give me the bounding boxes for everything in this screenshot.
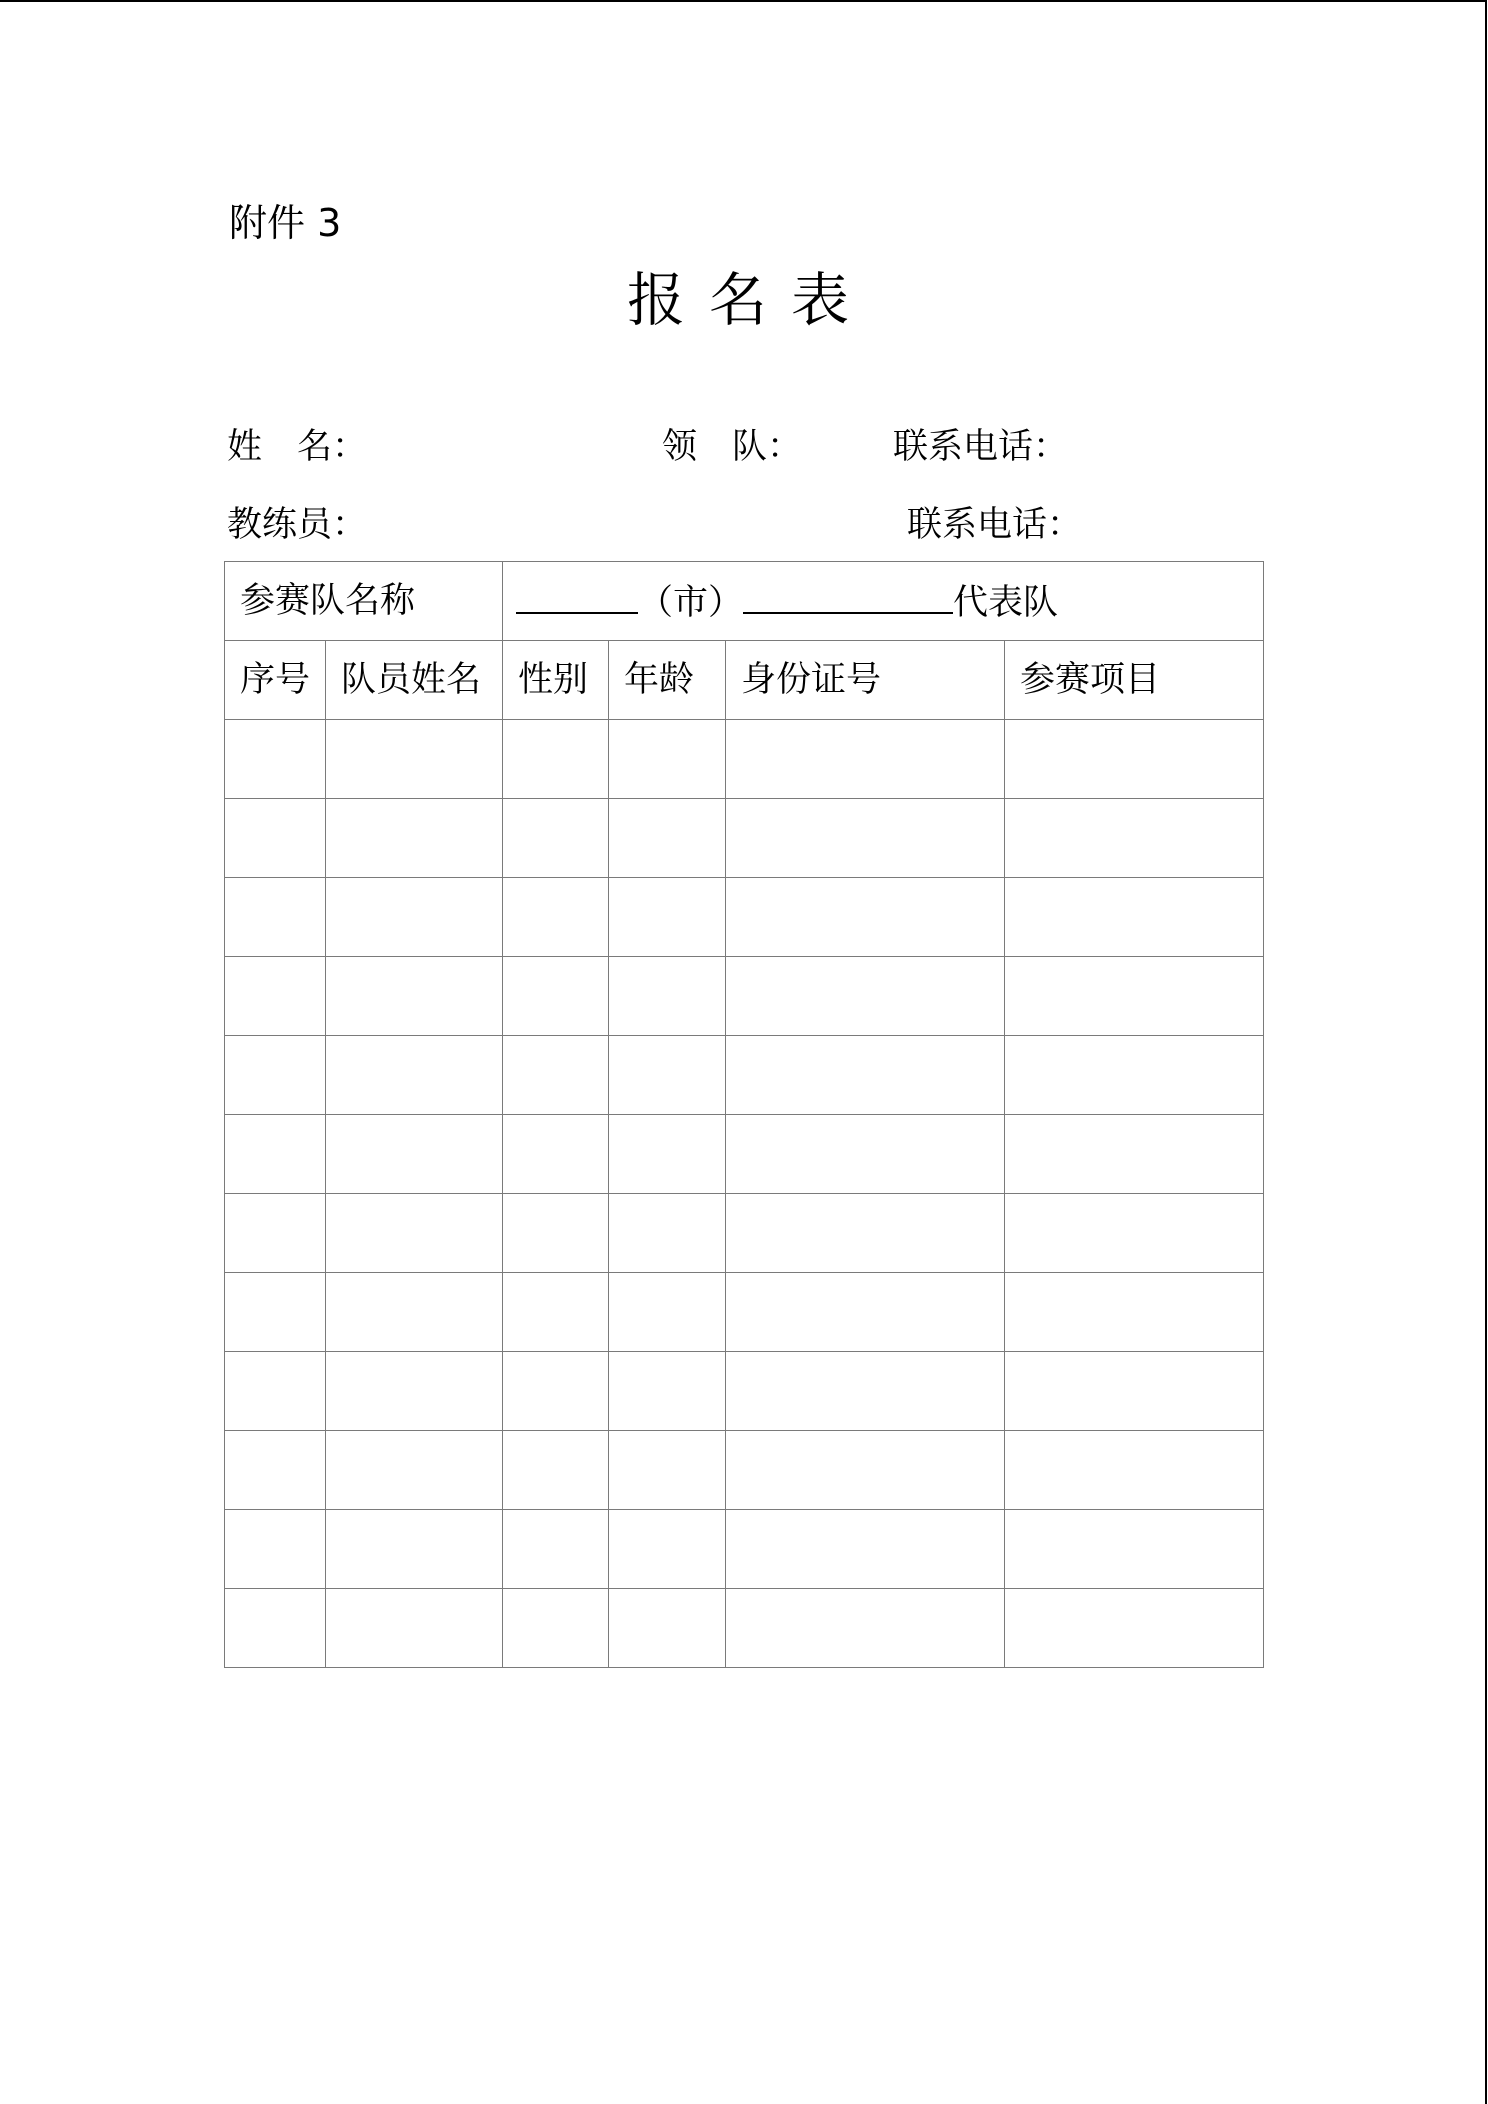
event-cell[interactable] [1005,1431,1264,1510]
gender-cell[interactable] [503,1352,609,1431]
team-suffix-text: 代表队 [953,583,1059,623]
id-number-cell[interactable] [726,1589,1005,1668]
gender-cell[interactable] [503,1510,609,1589]
age-cell[interactable] [609,878,726,957]
id-number-cell[interactable] [726,1431,1005,1510]
table-row [225,799,1264,878]
player-name-cell[interactable] [326,1352,503,1431]
id-number-cell[interactable] [726,1352,1005,1431]
index-cell[interactable] [225,1589,326,1668]
attachment-label: 附件 3 [229,201,342,245]
gender-cell[interactable] [503,1115,609,1194]
player-name-cell[interactable] [326,878,503,957]
age-cell[interactable] [609,1352,726,1431]
player-name-cell[interactable] [326,1036,503,1115]
page-right-border [1485,0,1487,2104]
player-name-cell[interactable] [326,957,503,1036]
gender-cell[interactable] [503,878,609,957]
index-cell[interactable] [225,1352,326,1431]
gender-cell[interactable] [503,957,609,1036]
event-cell[interactable] [1005,1194,1264,1273]
gender-cell[interactable] [503,1194,609,1273]
event-cell[interactable] [1005,1352,1264,1431]
age-cell[interactable] [609,1431,726,1510]
player-name-cell[interactable] [326,1273,503,1352]
age-cell[interactable] [609,1273,726,1352]
event-cell[interactable] [1005,1589,1264,1668]
event-cell[interactable] [1005,1510,1264,1589]
team-name-row [225,562,1264,641]
team-name-label: 参赛队名称 [225,562,503,641]
event-cell[interactable] [1005,957,1264,1036]
index-cell[interactable] [225,1115,326,1194]
column-header-event: 参赛项目 [1005,641,1264,720]
age-cell[interactable] [609,1194,726,1273]
gender-cell[interactable] [503,799,609,878]
age-cell[interactable] [609,720,726,799]
age-cell[interactable] [609,1115,726,1194]
column-header-gender: 性别 [503,641,609,720]
page-title: 报名表 [626,266,873,334]
table-row [225,1352,1264,1431]
leader-phone-field-label: 联系电话： [893,427,1069,467]
registration-table [224,561,1264,1668]
event-cell[interactable] [1005,1273,1264,1352]
leader-field-label: 领 队： [662,427,803,467]
team-name-cell[interactable] [503,562,1264,641]
age-cell[interactable] [609,799,726,878]
index-cell[interactable] [225,720,326,799]
player-name-cell[interactable] [326,1194,503,1273]
player-name-cell[interactable] [326,1115,503,1194]
index-cell[interactable] [225,1194,326,1273]
id-number-cell[interactable] [726,878,1005,957]
index-cell[interactable] [225,1510,326,1589]
column-header-index: 序号 [225,641,326,720]
player-name-cell[interactable] [326,1510,503,1589]
player-name-cell[interactable] [326,1431,503,1510]
team-blank-line [743,576,953,614]
gender-cell[interactable] [503,1036,609,1115]
event-cell[interactable] [1005,720,1264,799]
column-header-id-number: 身份证号 [726,641,1005,720]
index-cell[interactable] [225,1036,326,1115]
gender-cell[interactable] [503,1273,609,1352]
table-row [225,878,1264,957]
city-blank-line [516,576,638,614]
player-name-cell[interactable] [326,720,503,799]
coach-phone-field-label: 联系电话： [907,505,1083,545]
table-row [225,720,1264,799]
id-number-cell[interactable] [726,1115,1005,1194]
id-number-cell[interactable] [726,1510,1005,1589]
id-number-cell[interactable] [726,720,1005,799]
table-row [225,1510,1264,1589]
table-row [225,1115,1264,1194]
player-name-cell[interactable] [326,1589,503,1668]
index-cell[interactable] [225,957,326,1036]
table-row [225,1194,1264,1273]
name-field-label: 姓 名： [227,427,368,467]
id-number-cell[interactable] [726,957,1005,1036]
index-cell[interactable] [225,799,326,878]
table-row [225,957,1264,1036]
table-header-row [225,641,1264,720]
coach-field-label: 教练员： [227,505,368,545]
event-cell[interactable] [1005,1036,1264,1115]
player-name-cell[interactable] [326,799,503,878]
age-cell[interactable] [609,1510,726,1589]
table-row [225,1589,1264,1668]
index-cell[interactable] [225,1431,326,1510]
city-text: （市） [638,583,744,623]
table-row [225,1431,1264,1510]
event-cell[interactable] [1005,1115,1264,1194]
age-cell[interactable] [609,1036,726,1115]
gender-cell[interactable] [503,1431,609,1510]
page-top-border [0,0,1486,2]
gender-cell[interactable] [503,720,609,799]
index-cell[interactable] [225,1273,326,1352]
id-number-cell[interactable] [726,799,1005,878]
event-cell[interactable] [1005,799,1264,878]
table-row [225,1036,1264,1115]
index-cell[interactable] [225,878,326,957]
age-cell[interactable] [609,957,726,1036]
id-number-cell[interactable] [726,1036,1005,1115]
event-cell[interactable] [1005,878,1264,957]
id-number-cell[interactable] [726,1273,1005,1352]
table-row [225,1273,1264,1352]
gender-cell[interactable] [503,1589,609,1668]
age-cell[interactable] [609,1589,726,1668]
column-header-age: 年龄 [609,641,726,720]
id-number-cell[interactable] [726,1194,1005,1273]
column-header-player-name: 队员姓名 [326,641,503,720]
